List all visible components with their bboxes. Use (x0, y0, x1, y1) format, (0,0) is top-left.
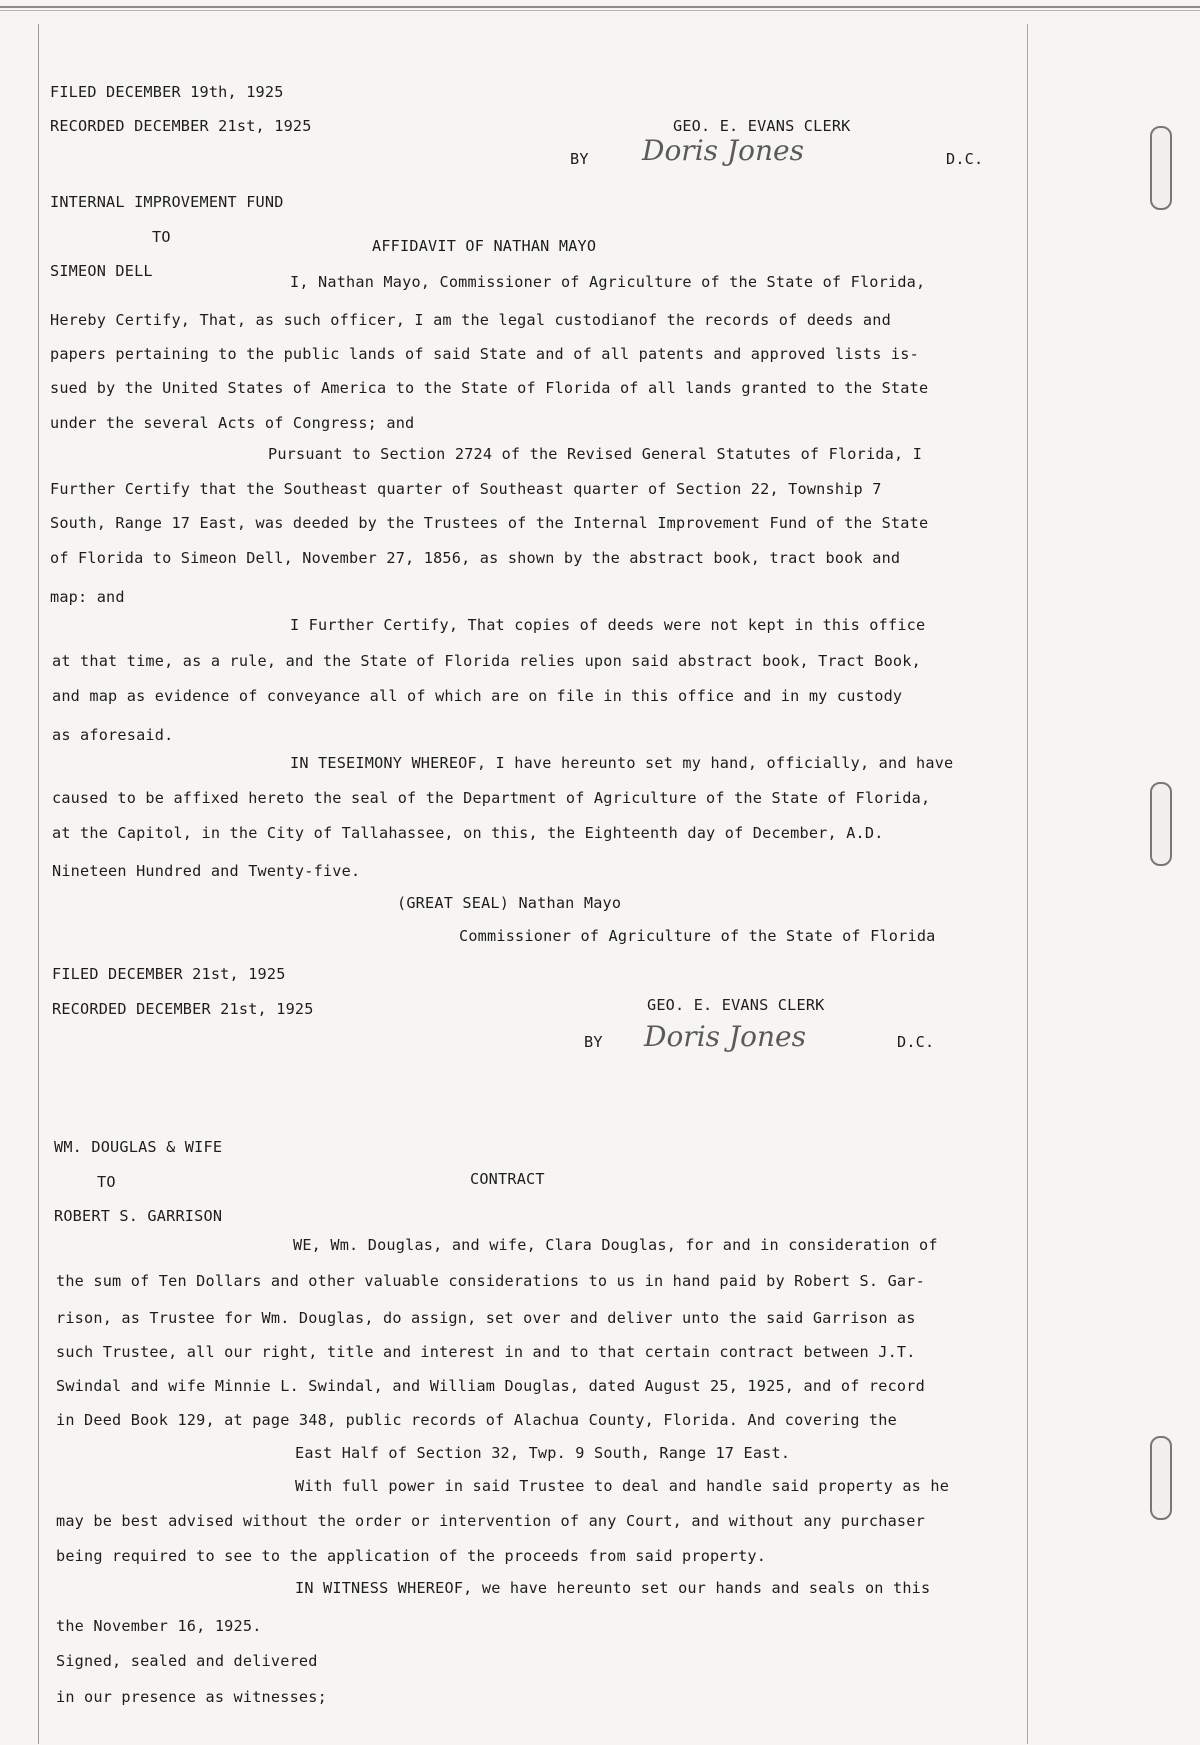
filed-date-1: FILED DECEMBER 19th, 1925 (50, 83, 284, 101)
instrument-title-2: CONTRACT (470, 1170, 545, 1188)
contract-line: East Half of Section 32, Twp. 9 South, Range 17 East. (295, 1444, 791, 1462)
contract-line: Signed, sealed and delivered (56, 1652, 318, 1670)
affidavit-line: map: and (50, 588, 125, 606)
affidavit-line: Pursuant to Section 2724 of the Revised General Statutes of Florida, I (268, 445, 923, 463)
grantee-1: SIMEON DELL (50, 262, 153, 280)
binder-hole-top (1150, 126, 1172, 210)
filed-date-2: FILED DECEMBER 21st, 1925 (52, 965, 286, 983)
by-label-1: BY (570, 150, 589, 168)
signer-title: Commissioner of Agriculture of the State of Florida (459, 927, 936, 945)
contract-line: may be best advised without the order or intervention of any Court, and without any purchaser (56, 1512, 925, 1530)
affidavit-line: papers pertaining to the public lands of said State and of all patents and approved lists is- (50, 345, 919, 363)
to-label-1: TO (152, 228, 171, 246)
affidavit-line: sued by the United States of America to the State of Florida of all lands granted to the State (50, 379, 929, 397)
affidavit-line: I Further Certify, That copies of deeds were not kept in this office (290, 616, 926, 634)
contract-line: IN WITNESS WHEREOF, we have hereunto set our hands and seals on this (295, 1579, 931, 1597)
contract-line: in our presence as witnesses; (56, 1688, 327, 1706)
to-label-2: TO (97, 1173, 116, 1191)
deputy-signature-2: Doris Jones (644, 1020, 806, 1053)
top-rule (0, 6, 1200, 8)
clerk-name-2: GEO. E. EVANS CLERK (647, 996, 825, 1014)
affidavit-line: IN TESEIMONY WHEREOF, I have hereunto set my hand, officially, and have (290, 754, 954, 772)
by-label-2: BY (584, 1033, 603, 1051)
contract-line: in Deed Book 129, at page 348, public records of Alachua County, Florida. And covering the (56, 1411, 897, 1429)
affidavit-line: at that time, as a rule, and the State of Florida relies upon said abstract book, Tract Book, (52, 652, 921, 670)
contract-line: such Trustee, all our right, title and interest in and to that certain contract between J.T. (56, 1343, 916, 1361)
affidavit-line: Nineteen Hundred and Twenty-five. (52, 862, 361, 880)
recorded-date-1: RECORDED DECEMBER 21st, 1925 (50, 117, 312, 135)
top-rule-secondary (0, 10, 1200, 11)
affidavit-line: caused to be affixed hereto the seal of the Department of Agriculture of the State of Florida, (52, 789, 931, 807)
deputy-signature-1: Doris Jones (642, 134, 804, 167)
affidavit-line: Further Certify that the Southeast quarter of Southeast quarter of Section 22, Township 7 (50, 480, 882, 498)
affidavit-line: I, Nathan Mayo, Commissioner of Agriculture of the State of Florida, (290, 273, 926, 291)
deputy-clerk-label-1: D.C. (946, 150, 984, 168)
contract-line: rison, as Trustee for Wm. Douglas, do assign, set over and deliver unto the said Garrison as (56, 1309, 916, 1327)
affidavit-line: under the several Acts of Congress; and (50, 414, 415, 432)
binder-hole-bottom (1150, 1436, 1172, 1520)
grantor-2: WM. DOUGLAS & WIFE (54, 1138, 223, 1156)
contract-line: being required to see to the application of the proceeds from said property. (56, 1547, 767, 1565)
affidavit-line: as aforesaid. (52, 726, 174, 744)
recorded-date-2: RECORDED DECEMBER 21st, 1925 (52, 1000, 314, 1018)
clerk-name-1: GEO. E. EVANS CLERK (673, 117, 851, 135)
contract-line: the November 16, 1925. (56, 1617, 262, 1635)
affidavit-line: at the Capitol, in the City of Tallahassee, on this, the Eighteenth day of December, A.D. (52, 824, 884, 842)
left-margin-rule (38, 24, 39, 1744)
affidavit-line: South, Range 17 East, was deeded by the Trustees of the Internal Improvement Fund of the State (50, 514, 929, 532)
binder-hole-middle (1150, 782, 1172, 866)
right-margin-rule (1027, 24, 1028, 1744)
contract-line: Swindal and wife Minnie L. Swindal, and William Douglas, dated August 25, 1925, and of record (56, 1377, 925, 1395)
affidavit-line: Hereby Certify, That, as such officer, I am the legal custodianof the records of deeds and (50, 311, 891, 329)
instrument-title-1: AFFIDAVIT OF NATHAN MAYO (372, 237, 597, 255)
seal-and-signer: (GREAT SEAL) Nathan Mayo (397, 894, 622, 912)
affidavit-line: and map as evidence of conveyance all of which are on file in this office and in my custody (52, 687, 903, 705)
deputy-clerk-label-2: D.C. (897, 1033, 935, 1051)
grantee-2: ROBERT S. GARRISON (54, 1207, 223, 1225)
grantor-1: INTERNAL IMPROVEMENT FUND (50, 193, 284, 211)
contract-line: WE, Wm. Douglas, and wife, Clara Douglas, for and in consideration of (293, 1236, 938, 1254)
contract-line: the sum of Ten Dollars and other valuable considerations to us in hand paid by Robert S. Gar- (56, 1272, 925, 1290)
contract-line: With full power in said Trustee to deal and handle said property as he (295, 1477, 950, 1495)
affidavit-line: of Florida to Simeon Dell, November 27, 1856, as shown by the abstract book, tract book and (50, 549, 901, 567)
